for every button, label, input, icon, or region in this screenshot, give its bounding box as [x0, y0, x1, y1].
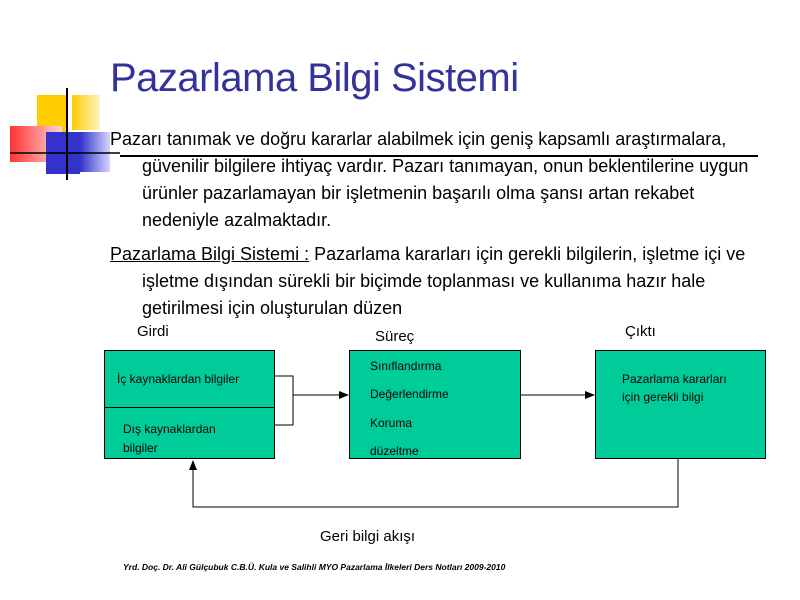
input-box-divider	[105, 407, 274, 408]
input-bracket	[275, 376, 293, 425]
output-box	[595, 350, 766, 459]
process-item: Sınıflandırma	[370, 359, 442, 373]
process-label: Süreç	[375, 328, 415, 345]
input-label: Girdi	[137, 323, 169, 340]
output-text-line1: Pazarlama kararları	[622, 372, 727, 386]
feedback-loop-arrow	[193, 459, 678, 507]
external-sources-text-line1: Dış kaynaklardan	[123, 422, 216, 436]
process-item: Değerlendirme	[370, 387, 449, 401]
output-text-line2: için gerekli bilgi	[622, 390, 704, 404]
footer-credits: Yrd. Doç. Dr. Ali Gülçubuk C.B.Ü. Kula ve Salihli MYO Pazarlama İlkeleri Ders Notları 2009-2010	[123, 562, 506, 572]
input-box	[104, 350, 275, 459]
feedback-label: Geri bilgi akışı	[320, 528, 416, 545]
external-sources-text-line2: bilgiler	[123, 441, 158, 455]
internal-sources-text: İç kaynaklardan bilgiler	[117, 372, 240, 386]
output-label: Çıktı	[625, 323, 656, 340]
decorative-squares	[10, 88, 120, 180]
process-box	[349, 350, 521, 459]
definition-paragraph	[110, 241, 772, 322]
definition-term: Pazarlama Bilgi Sistemi :	[110, 244, 310, 264]
process-item: düzeltme	[370, 444, 419, 458]
intro-paragraph: Pazarı tanımak ve doğru kararlar alabilmek için geniş kapsamlı araştırmalara, güvenilir bilgilere ihtiyaç vardır. Pazarı tanımayan, onun beklentilerine uygun ürünler pazarlamayan bir işletmenin başarılı olma şansı artan rekabet nedeniyle azalmaktadır.	[110, 129, 749, 230]
definition-body: Pazarlama kararları için gerekli bilgilerin, işletme içi ve işletme dışından sürekli bir biçimde toplanması ve kullanıma hazır hale getirilmesi için oluşturulan düzen	[142, 244, 746, 318]
process-item: Koruma	[370, 416, 413, 430]
slide-title: Pazarlama Bilgi Sistemi	[110, 56, 519, 100]
